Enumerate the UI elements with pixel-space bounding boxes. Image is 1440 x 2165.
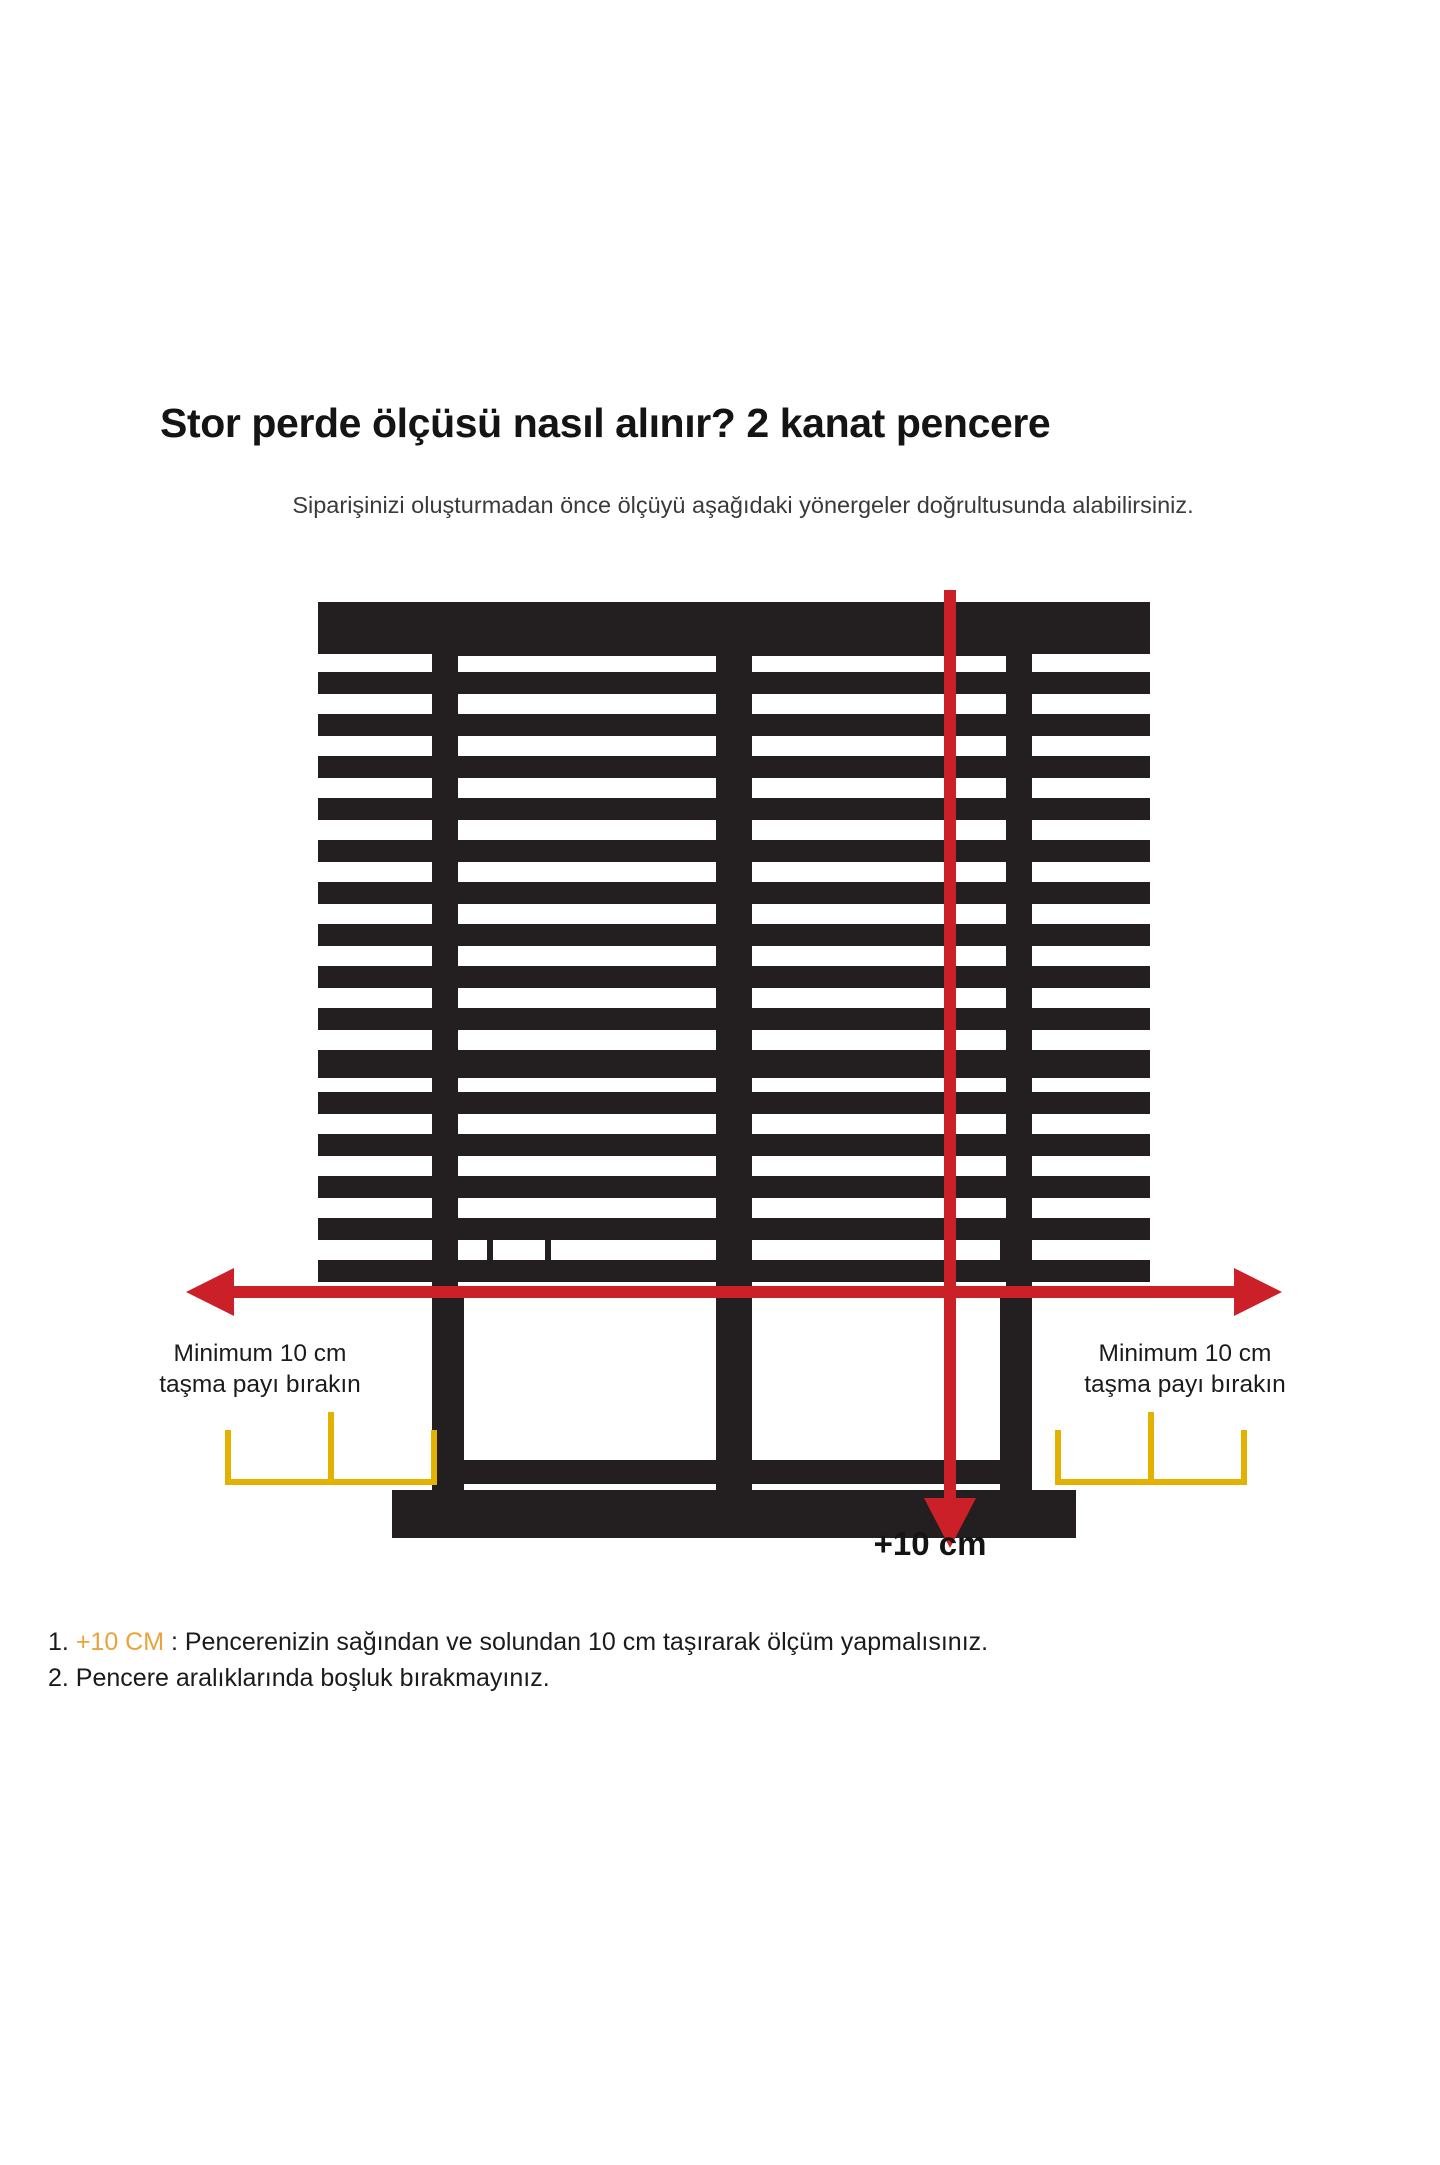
page-title: Stor perde ölçüsü nasıl alınır? 2 kanat pencere <box>160 400 1051 446</box>
note-2-text: Pencere aralıklarında boşluk bırakmayınız. <box>68 1663 550 1692</box>
left-overhang-label-line1: Minimum 10 cm <box>173 1340 347 1367</box>
right-overhang-label-line2: taşma payı bırakın <box>1084 1371 1286 1399</box>
left-overhang-label-line2: taşma payı bırakın <box>159 1371 361 1399</box>
bottom-drop-label: +10 cm <box>873 1525 987 1562</box>
note-1-text: : Pencerenizin sağından ve solundan 10 cm taşırarak ölçüm yapmalısınız. <box>164 1628 989 1656</box>
instruction-notes <box>48 1625 1408 1696</box>
window-sash-overlay <box>318 630 1150 1290</box>
page-subtitle: Siparişinizi oluşturmadan önce ölçüyü aşağıdaki yönergeler doğrultusunda alabilirsiniz. <box>292 492 1194 518</box>
note-1-accent: +10 CM <box>75 1628 165 1656</box>
note-2-number: 2. <box>48 1663 69 1692</box>
note-1-number: 1. <box>48 1628 69 1656</box>
note-1 <box>48 1625 1408 1661</box>
right-overhang-label-line1: Minimum 10 cm <box>1098 1340 1272 1367</box>
note-2 <box>48 1661 1408 1697</box>
right-overhang-label <box>1035 1338 1335 1401</box>
left-overhang-label <box>110 1338 410 1401</box>
overhang-bracket-left <box>228 1412 434 1482</box>
overhang-bracket-right <box>1058 1412 1244 1482</box>
